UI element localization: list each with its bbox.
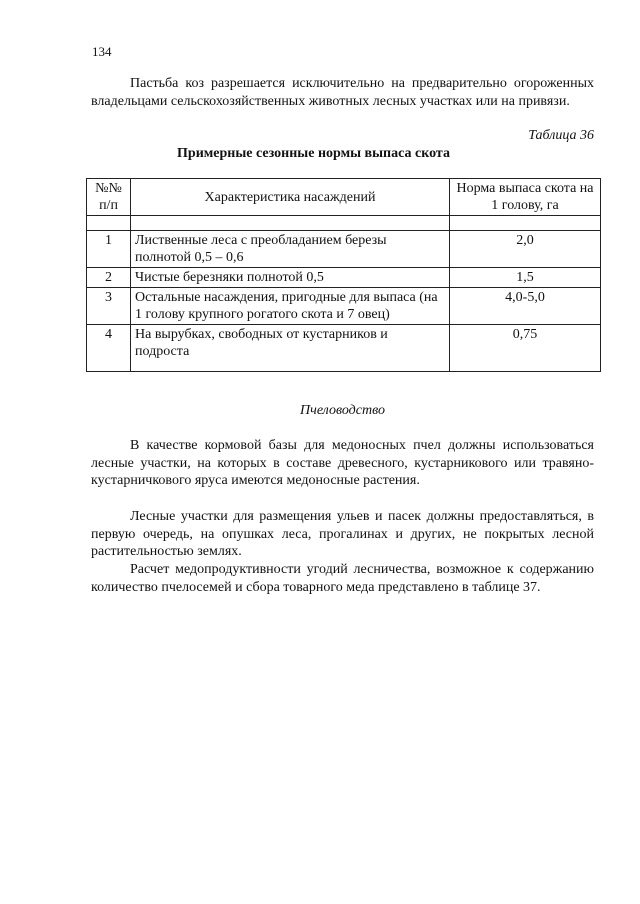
header-norm: Норма выпаса скота на 1 голову, га — [450, 179, 601, 216]
row-num: 4 — [87, 325, 131, 372]
row-num: 3 — [87, 288, 131, 325]
body-paragraph: Расчет медопродуктивности угодий лесничества, возможное к содержанию количество пчелосемей и сбора товарного меда представлено в таблице 37. — [91, 562, 594, 595]
table-row — [87, 288, 601, 325]
row-characteristic: Остальные насаждения, пригодные для выпаса (на 1 голову крупного рогатого скота и 7 овец) — [131, 288, 450, 325]
row-characteristic: Чистые березняки полнотой 0,5 — [131, 268, 450, 288]
row-norm: 4,0-5,0 — [450, 288, 601, 325]
row-norm: 1,5 — [450, 268, 601, 288]
header-characteristic: Характеристика насаждений — [131, 179, 450, 216]
row-characteristic: Лиственные леса с преобладанием березы полнотой 0,5 – 0,6 — [131, 231, 450, 268]
row-characteristic: На вырубках, свободных от кустарников и подроста — [131, 325, 450, 372]
table-row — [87, 268, 601, 288]
row-num: 1 — [87, 231, 131, 268]
table-title: Примерные сезонные нормы выпаса скота — [177, 146, 450, 161]
table-row — [87, 325, 601, 372]
table-spacer-row — [87, 216, 601, 231]
table-header-row — [87, 179, 601, 216]
body-paragraph: Лесные участки для размещения ульев и пасек должны предоставляться, в первую очередь, на опушках леса, прогалинах и других, не покрытых лесной растительностью землях. — [91, 509, 594, 559]
intro-paragraph: Пастьба коз разрешается исключительно на предварительно огороженных владельцами сельскохозяйственных животных лесных участках или на привязи. — [91, 76, 594, 109]
row-norm: 0,75 — [450, 325, 601, 372]
page-number: 134 — [92, 44, 112, 59]
section-title: Пчеловодство — [300, 403, 385, 418]
body-paragraph: В качестве кормовой базы для медоносных пчел должны использоваться лесные участки, на которых в составе древесного, кустарникового или травяно-кустарничкового яруса имеются медоносные растения. — [91, 438, 594, 488]
grazing-norms-table — [86, 178, 601, 372]
table-caption: Таблица 36 — [528, 128, 594, 143]
header-num: №№ п/п — [87, 179, 131, 216]
table-row — [87, 231, 601, 268]
row-norm: 2,0 — [450, 231, 601, 268]
row-num: 2 — [87, 268, 131, 288]
